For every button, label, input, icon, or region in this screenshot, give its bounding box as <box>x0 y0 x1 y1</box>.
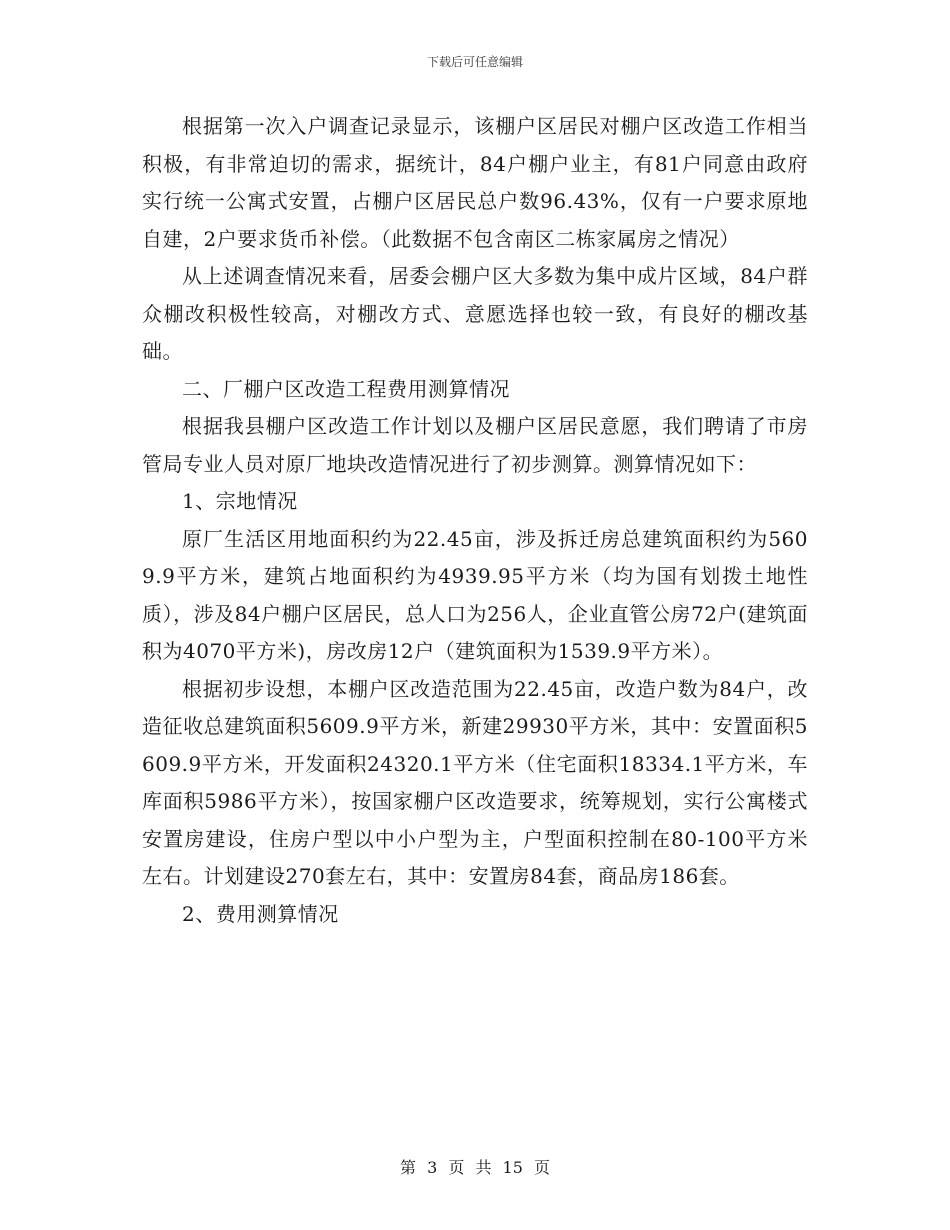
page-number-footer: 第 3 页 共 15 页 <box>400 1158 550 1177</box>
section-heading-cost-estimate: 二、厂棚户区改造工程费用测算情况 <box>182 376 510 401</box>
paragraph-land-details: 原厂生活区用地面积约为22.45亩，涉及拆迁房总建筑面积约为5609.9平方米，建筑占地面积约为4939.95平方米（均为国有划拨土地性质），涉及84户棚户区居民，总人口为256人，企业直管公房72户(建筑面积为4070平方米)，房改房12户（建筑面积为1539.9平方米）。 <box>142 526 808 663</box>
paragraph-estimate-intro: 根据我县棚户区改造工作计划以及棚户区居民意愿，我们聘请了市房管局专业人员对原厂地块改造情况进行了初步测算。测算情况如下： <box>142 414 808 476</box>
paragraph-survey-conclusion: 从上述调查情况来看，居委会棚户区大多数为集中成片区域，84户群众棚改积极性较高，对棚改方式、意愿选择也较一致，有良好的棚改基础。 <box>142 264 808 363</box>
page-header: 下载后可任意编辑 <box>426 55 523 69</box>
subheading-land-situation: 1、宗地情况 <box>182 489 298 513</box>
subheading-cost-estimate: 2、费用测算情况 <box>182 901 339 926</box>
document-body <box>142 108 808 933</box>
paragraph-survey-results: 根据第一次入户调查记录显示，该棚户区居民对棚户区改造工作相当积极，有非常迫切的需求，据统计，84户棚户业主，有81户同意由政府实行统一公寓式安置，占棚户区居民总户数96.43%，仅有一户要求原地自建，2户要求货币补偿。（此数据不包含南区二栋家属房之情况） <box>142 114 808 251</box>
paragraph-renovation-plan: 根据初步设想，本棚户区改造范围为22.45亩，改造户数为84户，改造征收总建筑面积5609.9平方米，新建29930平方米，其中：安置面积5609.9平方米，开发面积24320.1平方米（住宅面积18334.1平方米，车库面积5986平方米），按国家棚户区改造要求，统筹规划，实行公寓楼式安置房建设，住房户型以中小户型为主，户型面积控制在80-100平方米左右。计划建设270套左右，其中：安置房84套，商品房186套。 <box>142 676 808 888</box>
